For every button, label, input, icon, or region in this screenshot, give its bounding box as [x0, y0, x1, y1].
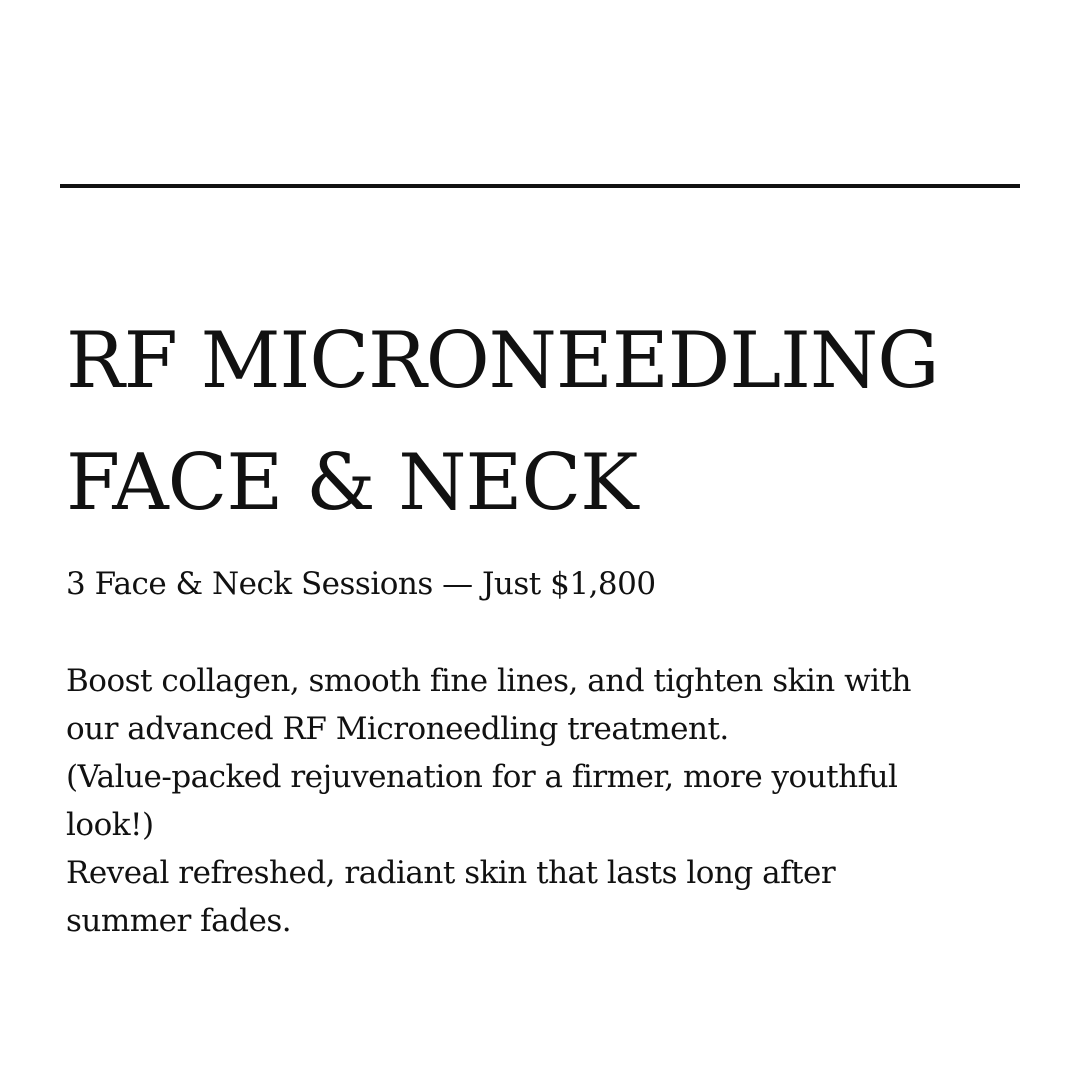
title-line-2: FACE & NECK [66, 438, 638, 528]
description-paragraph-3: Reveal refreshed, radiant skin that lasts long after summer fades. [66, 855, 836, 939]
page-title [66, 300, 939, 544]
description-paragraph-1: Boost collagen, smooth fine lines, and tighten skin with our advanced RF Microneedling treatment. [66, 663, 911, 747]
title-line-1: RF MICRONEEDLING [66, 316, 939, 406]
description [66, 657, 946, 945]
description-paragraph-2: (Value-packed rejuvenation for a firmer, more youthful look!) [66, 759, 898, 843]
offer-text: 3 Face & Neck Sessions — Just $1,800 [66, 566, 656, 602]
top-divider [60, 184, 1020, 188]
